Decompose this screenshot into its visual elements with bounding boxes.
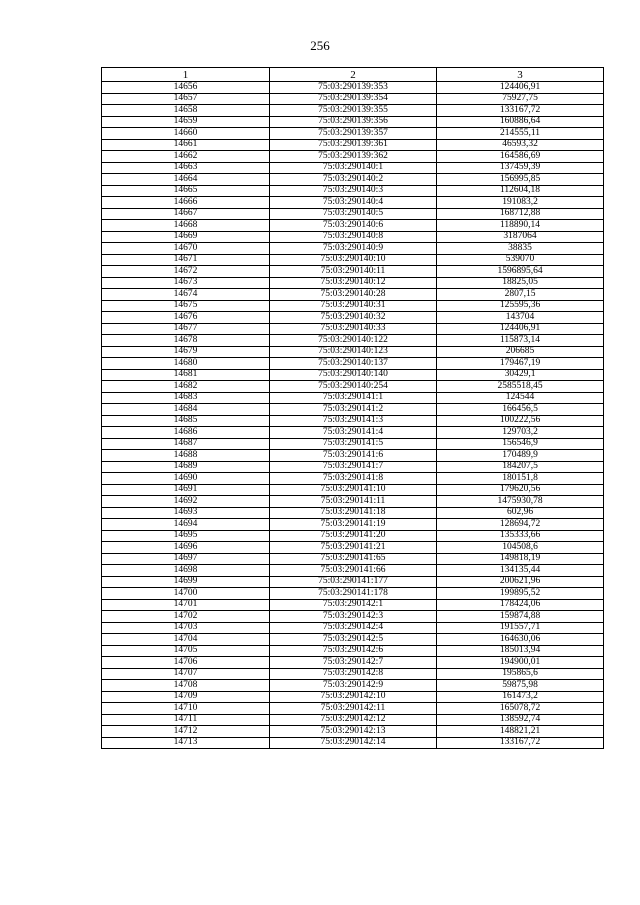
value-cell: 602,96 [437,507,604,519]
column-header-1: 1 [102,68,270,82]
value-cell: 134135,44 [437,565,604,577]
value-cell: 191557,71 [437,622,604,634]
row-number-cell: 14709 [102,691,270,703]
table-row [102,565,604,577]
value-cell: 170489,9 [437,450,604,462]
value-cell: 3187064 [437,231,604,243]
value-cell: 539070 [437,254,604,266]
cadastral-number-cell: 75:03:290139:362 [270,151,437,163]
row-number-cell: 14664 [102,174,270,186]
table-row [102,691,604,703]
cadastral-number-cell: 75:03:290141:178 [270,588,437,600]
value-cell: 180151,8 [437,473,604,485]
table-body [102,82,604,749]
table-row [102,553,604,565]
value-cell: 143704 [437,312,604,324]
row-number-cell: 14670 [102,243,270,255]
value-cell: 133167,72 [437,737,604,749]
row-number-cell: 14700 [102,588,270,600]
value-cell: 200621,96 [437,576,604,588]
cadastral-number-cell: 75:03:290142:9 [270,680,437,692]
table-row [102,622,604,634]
row-number-cell: 14657 [102,93,270,105]
cadastral-number-cell: 75:03:290141:6 [270,450,437,462]
cadastral-number-cell: 75:03:290139:361 [270,139,437,151]
cadastral-number-cell: 75:03:290141:8 [270,473,437,485]
cadastral-number-cell: 75:03:290140:137 [270,358,437,370]
value-cell: 166456,5 [437,404,604,416]
table-row [102,289,604,301]
row-number-cell: 14668 [102,220,270,232]
value-cell: 124406,91 [437,323,604,335]
table-row [102,128,604,140]
row-number-cell: 14696 [102,542,270,554]
table-row [102,381,604,393]
table-row [102,726,604,738]
row-number-cell: 14689 [102,461,270,473]
table-row [102,151,604,163]
cadastral-number-cell: 75:03:290139:353 [270,82,437,94]
cadastral-number-cell: 75:03:290141:7 [270,461,437,473]
cadastral-number-cell: 75:03:290140:10 [270,254,437,266]
value-cell: 195865,6 [437,668,604,680]
table-row [102,714,604,726]
page-number: 256 [310,38,330,53]
cadastral-number-cell: 75:03:290140:12 [270,277,437,289]
cadastral-number-cell: 75:03:290142:10 [270,691,437,703]
cadastral-number-cell: 75:03:290139:355 [270,105,437,117]
value-cell: 185013,94 [437,645,604,657]
table-row [102,668,604,680]
table-header-row [102,68,604,82]
value-cell: 214555,11 [437,128,604,140]
value-cell: 2807,15 [437,289,604,301]
table-row [102,197,604,209]
row-number-cell: 14711 [102,714,270,726]
value-cell: 30429,1 [437,369,604,381]
row-number-cell: 14685 [102,415,270,427]
row-number-cell: 14692 [102,496,270,508]
table-row [102,507,604,519]
value-cell: 184207,5 [437,461,604,473]
table-row [102,645,604,657]
value-cell: 159874,88 [437,611,604,623]
row-number-cell: 14698 [102,565,270,577]
cadastral-number-cell: 75:03:290142:14 [270,737,437,749]
table-row [102,335,604,347]
row-number-cell: 14658 [102,105,270,117]
cadastral-number-cell: 75:03:290142:5 [270,634,437,646]
row-number-cell: 14712 [102,726,270,738]
table-row [102,599,604,611]
value-cell: 104508,6 [437,542,604,554]
table-row [102,93,604,105]
table-row [102,174,604,186]
cadastral-number-cell: 75:03:290140:6 [270,220,437,232]
row-number-cell: 14671 [102,254,270,266]
table-row [102,323,604,335]
row-number-cell: 14662 [102,151,270,163]
row-number-cell: 14659 [102,116,270,128]
table-row [102,312,604,324]
cadastral-number-cell: 75:03:290141:18 [270,507,437,519]
value-cell: 161473,2 [437,691,604,703]
row-number-cell: 14656 [102,82,270,94]
table-row [102,220,604,232]
table-row [102,484,604,496]
value-cell: 100222,56 [437,415,604,427]
cadastral-number-cell: 75:03:290141:20 [270,530,437,542]
row-number-cell: 14697 [102,553,270,565]
row-number-cell: 14666 [102,197,270,209]
row-number-cell: 14683 [102,392,270,404]
value-cell: 199895,52 [437,588,604,600]
row-number-cell: 14702 [102,611,270,623]
cadastral-number-cell: 75:03:290142:4 [270,622,437,634]
cadastral-number-cell: 75:03:290141:1 [270,392,437,404]
value-cell: 156546,9 [437,438,604,450]
cadastral-number-cell: 75:03:290140:122 [270,335,437,347]
value-cell: 129703,2 [437,427,604,439]
table-row [102,519,604,531]
value-cell: 160886,64 [437,116,604,128]
value-cell: 168712,88 [437,208,604,220]
row-number-cell: 14680 [102,358,270,370]
table-row [102,300,604,312]
row-number-cell: 14707 [102,668,270,680]
column-header-2: 2 [270,68,437,82]
table-row [102,231,604,243]
row-number-cell: 14675 [102,300,270,312]
row-number-cell: 14705 [102,645,270,657]
column-header-3: 3 [437,68,604,82]
table-row [102,680,604,692]
row-number-cell: 14688 [102,450,270,462]
table-row [102,392,604,404]
cadastral-number-cell: 75:03:290141:65 [270,553,437,565]
table-row [102,588,604,600]
value-cell: 135333,66 [437,530,604,542]
value-cell: 124544 [437,392,604,404]
table-row [102,208,604,220]
value-cell: 164630,06 [437,634,604,646]
cadastral-table [101,67,604,749]
row-number-cell: 14684 [102,404,270,416]
row-number-cell: 14703 [102,622,270,634]
cadastral-number-cell: 75:03:290139:356 [270,116,437,128]
table-row [102,254,604,266]
row-number-cell: 14661 [102,139,270,151]
value-cell: 133167,72 [437,105,604,117]
row-number-cell: 14672 [102,266,270,278]
cadastral-number-cell: 75:03:290140:2 [270,174,437,186]
row-number-cell: 14681 [102,369,270,381]
value-cell: 118890,14 [437,220,604,232]
table-row [102,611,604,623]
row-number-cell: 14673 [102,277,270,289]
cadastral-number-cell: 75:03:290140:1 [270,162,437,174]
cadastral-number-cell: 75:03:290141:11 [270,496,437,508]
table-row [102,105,604,117]
table-row [102,427,604,439]
value-cell: 191083,2 [437,197,604,209]
value-cell: 148821,21 [437,726,604,738]
cadastral-number-cell: 75:03:290141:4 [270,427,437,439]
value-cell: 1475930,78 [437,496,604,508]
table-row [102,576,604,588]
value-cell: 2585518,45 [437,381,604,393]
cadastral-number-cell: 75:03:290142:12 [270,714,437,726]
value-cell: 38835 [437,243,604,255]
table-row [102,496,604,508]
row-number-cell: 14677 [102,323,270,335]
cadastral-number-cell: 75:03:290141:66 [270,565,437,577]
cadastral-number-cell: 75:03:290140:4 [270,197,437,209]
table-row [102,737,604,749]
cadastral-number-cell: 75:03:290141:5 [270,438,437,450]
value-cell: 206685 [437,346,604,358]
cadastral-number-cell: 75:03:290141:177 [270,576,437,588]
cadastral-number-cell: 75:03:290140:9 [270,243,437,255]
table-row [102,266,604,278]
row-number-cell: 14686 [102,427,270,439]
cadastral-number-cell: 75:03:290140:8 [270,231,437,243]
value-cell: 138592,74 [437,714,604,726]
cadastral-number-cell: 75:03:290140:32 [270,312,437,324]
table-row [102,703,604,715]
cadastral-number-cell: 75:03:290139:354 [270,93,437,105]
row-number-cell: 14695 [102,530,270,542]
row-number-cell: 14693 [102,507,270,519]
table-row [102,346,604,358]
value-cell: 115873,14 [437,335,604,347]
cadastral-number-cell: 75:03:290140:254 [270,381,437,393]
table-row [102,404,604,416]
cadastral-number-cell: 75:03:290140:31 [270,300,437,312]
table-row [102,473,604,485]
value-cell: 178424,06 [437,599,604,611]
value-cell: 112604,18 [437,185,604,197]
cadastral-number-cell: 75:03:290142:1 [270,599,437,611]
value-cell: 46593,32 [437,139,604,151]
value-cell: 164586,69 [437,151,604,163]
cadastral-number-cell: 75:03:290139:357 [270,128,437,140]
row-number-cell: 14710 [102,703,270,715]
value-cell: 179620,56 [437,484,604,496]
row-number-cell: 14676 [102,312,270,324]
row-number-cell: 14704 [102,634,270,646]
cadastral-number-cell: 75:03:290142:11 [270,703,437,715]
cadastral-number-cell: 75:03:290142:13 [270,726,437,738]
value-cell: 179467,19 [437,358,604,370]
value-cell: 124406,91 [437,82,604,94]
cadastral-number-cell: 75:03:290140:123 [270,346,437,358]
row-number-cell: 14665 [102,185,270,197]
cadastral-number-cell: 75:03:290140:140 [270,369,437,381]
value-cell: 75927,75 [437,93,604,105]
table-row [102,461,604,473]
row-number-cell: 14713 [102,737,270,749]
table-row [102,530,604,542]
row-number-cell: 14706 [102,657,270,669]
row-number-cell: 14682 [102,381,270,393]
value-cell: 18825,05 [437,277,604,289]
row-number-cell: 14663 [102,162,270,174]
row-number-cell: 14678 [102,335,270,347]
row-number-cell: 14701 [102,599,270,611]
value-cell: 165078,72 [437,703,604,715]
cadastral-number-cell: 75:03:290140:33 [270,323,437,335]
value-cell: 1596895,64 [437,266,604,278]
row-number-cell: 14674 [102,289,270,301]
table-row [102,162,604,174]
table-row [102,277,604,289]
value-cell: 128694,72 [437,519,604,531]
row-number-cell: 14687 [102,438,270,450]
row-number-cell: 14660 [102,128,270,140]
cadastral-number-cell: 75:03:290141:10 [270,484,437,496]
row-number-cell: 14691 [102,484,270,496]
value-cell: 156995,85 [437,174,604,186]
cadastral-number-cell: 75:03:290141:2 [270,404,437,416]
table-row [102,369,604,381]
row-number-cell: 14708 [102,680,270,692]
cadastral-number-cell: 75:03:290141:19 [270,519,437,531]
value-cell: 194900,01 [437,657,604,669]
row-number-cell: 14699 [102,576,270,588]
table-row [102,657,604,669]
cadastral-number-cell: 75:03:290140:5 [270,208,437,220]
table-row [102,116,604,128]
cadastral-number-cell: 75:03:290141:3 [270,415,437,427]
cadastral-number-cell: 75:03:290142:3 [270,611,437,623]
row-number-cell: 14694 [102,519,270,531]
cadastral-number-cell: 75:03:290140:28 [270,289,437,301]
cadastral-number-cell: 75:03:290141:21 [270,542,437,554]
table-row [102,139,604,151]
cadastral-number-cell: 75:03:290142:6 [270,645,437,657]
value-cell: 137459,39 [437,162,604,174]
row-number-cell: 14667 [102,208,270,220]
row-number-cell: 14679 [102,346,270,358]
table-row [102,438,604,450]
cadastral-number-cell: 75:03:290140:11 [270,266,437,278]
table-row [102,415,604,427]
table-row [102,243,604,255]
table-row [102,450,604,462]
table-row [102,634,604,646]
table-row [102,358,604,370]
value-cell: 149818,19 [437,553,604,565]
cadastral-number-cell: 75:03:290142:7 [270,657,437,669]
cadastral-number-cell: 75:03:290140:3 [270,185,437,197]
row-number-cell: 14690 [102,473,270,485]
table-row [102,542,604,554]
table-row [102,185,604,197]
value-cell: 59875,98 [437,680,604,692]
table-row [102,82,604,94]
cadastral-number-cell: 75:03:290142:8 [270,668,437,680]
value-cell: 125595,36 [437,300,604,312]
row-number-cell: 14669 [102,231,270,243]
